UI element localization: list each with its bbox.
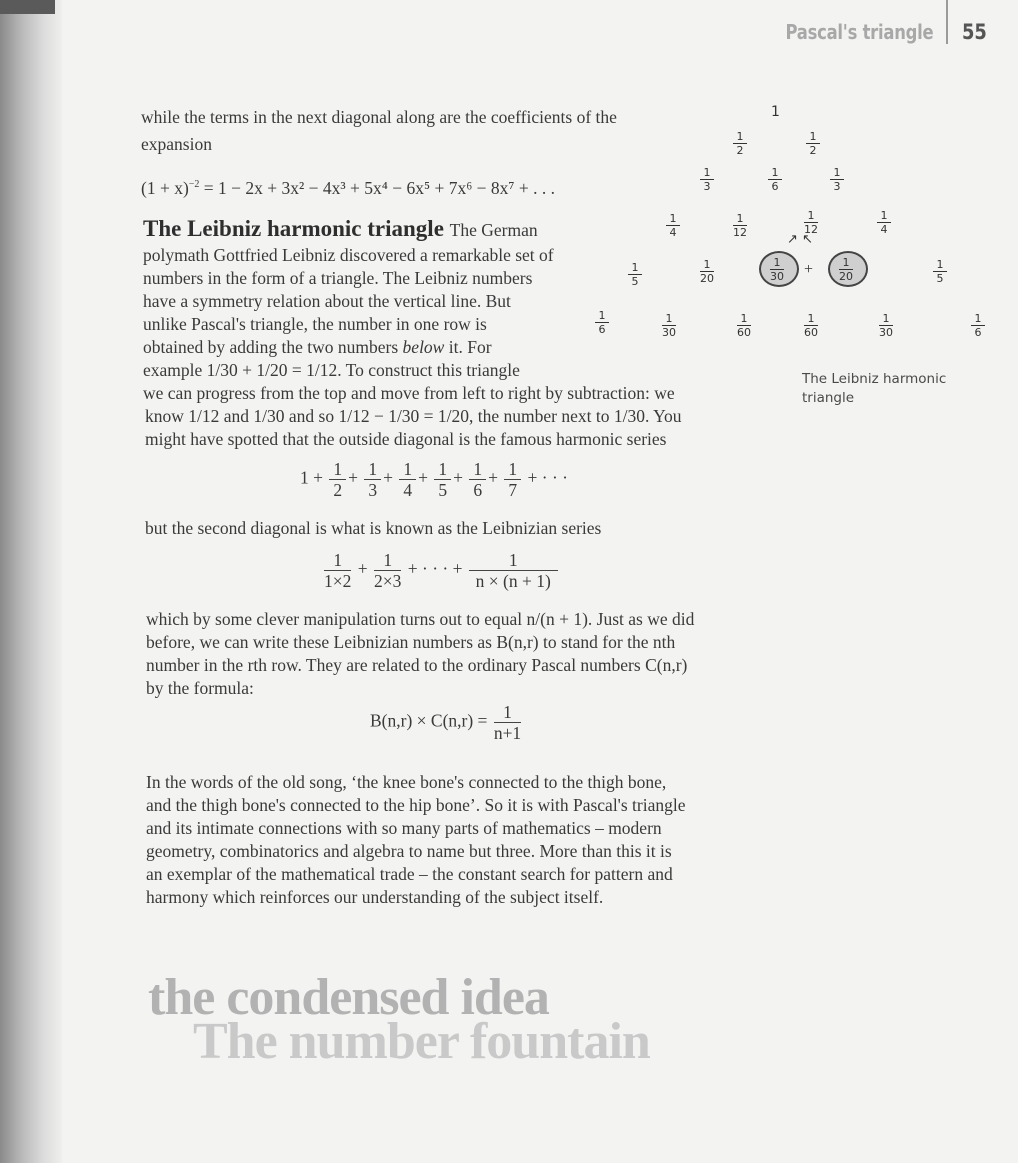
body-line-part: it. For bbox=[444, 337, 492, 357]
closing-line: an exemplar of the mathematical trade – the constant search for pattern and bbox=[146, 864, 673, 884]
fraction: $\frac{1}{6}$ bbox=[469, 459, 486, 500]
book-gutter-edge bbox=[0, 0, 55, 14]
triangle-entry: 1 60 bbox=[737, 312, 751, 339]
expansion-equation bbox=[141, 177, 555, 200]
heading-tail-text: The German bbox=[449, 220, 538, 240]
closing-line: harmony which reinforces our understanding of the subject itself. bbox=[146, 887, 604, 907]
figure-caption: The Leibniz harmonic triangle bbox=[802, 371, 947, 406]
triangle-entry: 1 30 bbox=[770, 256, 784, 283]
formula bbox=[370, 702, 523, 743]
triangle-apex: 1 bbox=[771, 104, 780, 120]
body-line: know 1/12 and 1/30 and so 1/12 − 1/30 = 1/20, the number next to 1/30. You bbox=[145, 406, 682, 426]
intro-line-1: while the terms in the next diagonal along are the coefficients of the bbox=[141, 107, 617, 127]
closing-line: In the words of the old song, ‘the knee bone's connected to the thigh bone, bbox=[146, 772, 667, 792]
triangle-entry: 1 30 bbox=[662, 312, 676, 339]
body-line: unlike Pascal's triangle, the number in one row is bbox=[143, 314, 487, 334]
condensed-idea-label: the condensed idea bbox=[148, 969, 549, 1026]
triangle-entry: 1 4 bbox=[869, 210, 899, 236]
body-line: before, we can write these Leibnizian numbers as B(n,r) to stand for the nth bbox=[146, 632, 676, 652]
expansion-exponent: −2 bbox=[188, 179, 200, 190]
triangle-entry: 1 12 bbox=[733, 212, 747, 239]
body-line: but the second diagonal is what is known as the Leibnizian series bbox=[145, 518, 602, 538]
fraction: $\frac{1}{1\times 2}$ bbox=[324, 550, 352, 591]
harmonic-series: 1 + $\frac{1}{2}$ + $\frac{1}{3}$ + $\frac{1}{4}$ + $\frac{1}{5}$ + $\frac{1}{6}$ + $\frac{1}{7}$ + · · · bbox=[300, 459, 568, 500]
triangle-entry: 1 5 bbox=[925, 259, 955, 285]
section-heading bbox=[143, 216, 538, 242]
triangle-entry: 1 30 bbox=[879, 312, 893, 339]
expansion-lhs: (1 + x) bbox=[141, 178, 189, 198]
triangle-entry: 1 2 bbox=[725, 131, 755, 157]
triangle-entry: 1 3 bbox=[692, 167, 722, 193]
body-line: we can progress from the top and move from left to right by subtraction: we bbox=[143, 383, 675, 403]
body-line: which by some clever manipulation turns out to equal n/(n + 1). Just as we did bbox=[146, 609, 695, 629]
triangle-entry: 1 3 bbox=[822, 167, 852, 193]
body-line bbox=[143, 336, 492, 359]
closing-line: geometry, combinatorics and algebra to name but three. More than this it is bbox=[146, 841, 672, 861]
leibnizian-series: $\frac{1}{1\times 2}$ + $\frac{1}{2\times 3}$ + · · · + $\frac{1}{n \times (n + 1)}$ bbox=[322, 550, 560, 591]
book-gutter-shadow bbox=[0, 0, 62, 1163]
fraction: $\frac{1}{2\times 3}$ bbox=[374, 550, 402, 591]
triangle-entry: 1 4 bbox=[658, 213, 688, 239]
body-line: example 1/30 + 1/20 = 1/12. To construct this triangle bbox=[143, 360, 520, 380]
fraction: $\frac{1}{3}$ bbox=[364, 459, 381, 500]
series-lead: 1 + bbox=[300, 467, 323, 488]
fraction: $\frac{1}{5}$ bbox=[434, 459, 451, 500]
expansion-rhs: = 1 − 2x + 3x² − 4x³ + 5x⁴ − 6x⁵ + 7x⁶ − 8x⁷ + . . . bbox=[199, 178, 556, 198]
series-tail: + · · · bbox=[527, 467, 568, 488]
triangle-entry: 1 6 bbox=[760, 167, 790, 193]
arrows-icon: ↗ ↖ bbox=[787, 232, 813, 247]
triangle-entry: 1 6 bbox=[963, 313, 993, 339]
body-line: might have spotted that the outside diagonal is the famous harmonic series bbox=[145, 429, 667, 449]
body-line: have a symmetry relation about the vertical line. But bbox=[143, 291, 511, 311]
formula-lhs: B(n,r) × C(n,r) = bbox=[370, 710, 488, 731]
series-ellipsis: + · · · + bbox=[407, 558, 463, 579]
triangle-entry: 1 2 bbox=[798, 131, 828, 157]
body-line-part: obtained by adding the two numbers bbox=[143, 337, 403, 357]
plus-sign: + bbox=[804, 261, 814, 278]
body-line: number in the rth row. They are related to the ordinary Pascal numbers C(n,r) bbox=[146, 655, 688, 675]
body-line: numbers in the form of a triangle. The Leibniz numbers bbox=[143, 268, 533, 288]
triangle-entry: 1 5 bbox=[620, 262, 650, 288]
closing-line: and the thigh bone's connected to the hip bone’. So it is with Pascal's triangle bbox=[146, 795, 686, 815]
triangle-entry: 1 60 bbox=[804, 312, 818, 339]
condensed-idea-title: The number fountain bbox=[193, 1013, 650, 1070]
fraction: $\frac{1}{2}$ bbox=[329, 459, 346, 500]
intro-line-2: expansion bbox=[141, 134, 212, 154]
body-line: by the formula: bbox=[146, 678, 254, 698]
header-divider bbox=[946, 0, 948, 44]
fraction: $\frac{1}{7}$ bbox=[504, 459, 521, 500]
section-heading-text: The Leibniz harmonic triangle bbox=[143, 216, 444, 241]
triangle-entry: 1 6 bbox=[587, 310, 617, 336]
triangle-entry: 1 12 bbox=[804, 209, 818, 236]
triangle-entry: 1 20 bbox=[700, 258, 714, 285]
fraction: $\frac{1}{n+1}$ bbox=[493, 702, 522, 743]
running-header-title: Pascal's triangle bbox=[785, 20, 933, 44]
triangle-entry: 1 20 bbox=[839, 256, 853, 283]
page-number: 55 bbox=[962, 20, 987, 44]
body-line: polymath Gottfried Leibniz discovered a remarkable set of bbox=[143, 245, 554, 265]
closing-line: and its intimate connections with so many parts of mathematics – modern bbox=[146, 818, 662, 838]
fraction: $\frac{1}{n \times (n + 1)}$ bbox=[469, 550, 558, 591]
emphasis-below: below bbox=[402, 337, 445, 357]
fraction: $\frac{1}{4}$ bbox=[399, 459, 416, 500]
